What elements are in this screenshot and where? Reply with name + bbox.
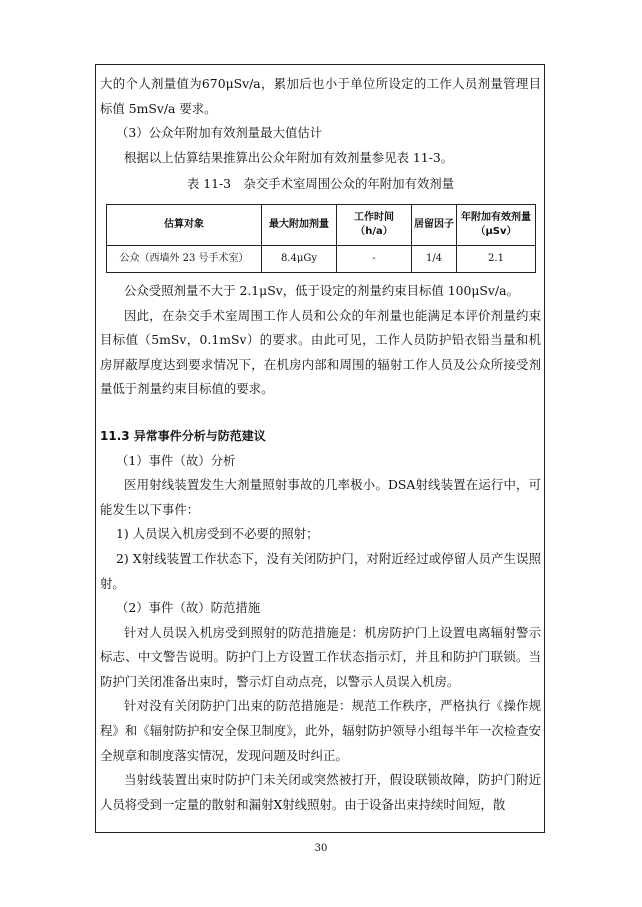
table-cell: 8.4μGy (262, 245, 337, 272)
paragraph: 当射线装置出束时防护门未关闭或突然被打开，假设联锁故障，防护门附近人员将受到一定量的散射和漏射X射线照射。由于设备出束持续时间短，散 (100, 772, 541, 812)
section-heading: 11.3 异常事件分析与防范建议 (100, 428, 266, 443)
paragraph: 医用射线装置发生大剂量照射事故的几率极小。DSA射线装置在运行中，可能发生以下事件： (100, 477, 541, 517)
paragraph: 公众受照剂量不大于 2.1μSv，低于设定的剂量约束目标值 100μSv/a。 (124, 282, 519, 298)
table-caption: 表 11-3 杂交手术室周围公众的年附加有效剂量 (186, 176, 455, 192)
table-cell: - (337, 245, 412, 272)
subheading-public-dose: （3）公众年附加有效剂量最大值估计 (116, 125, 323, 141)
paragraph: 因此，在杂交手术室周围工作人员和公众的年剂量也能满足本评价剂量约束目标值（5mSv，0.1mSv）的要求。由此可见，工作人员防护铅衣铅当量和机房屏蔽厚度达到要求情况下，在机房内部和周围的辐射工作人员及公众所接受剂量低于剂量约束目标值的要求。 (100, 307, 541, 397)
table-cell: 公众（西墙外 23 号手术室） (107, 245, 262, 272)
paragraph: 大的个人剂量值为670μSv/a，累加后也小于单位所设定的工作人员剂量管理目标值 5mSv/a 要求。 (100, 76, 541, 116)
paragraph: 针对人员误入机房受到照射的防范措施是：机房防护门上设置电离辐射警示标志、中文警告说明。防护门上方设置工作状态指示灯，并且和防护门联锁。当防护门关闭准备出束时，警示灯自动点亮，以警示人员误入机房。 (100, 624, 541, 689)
subheading-event-analysis: （1）事件（故）分析 (116, 452, 236, 468)
table-cell: 1/4 (412, 245, 457, 272)
table-header-cell: 年附加有效剂量（μSv） (457, 204, 536, 245)
list-item: 2) X射线装置工作状态下，没有关闭防护门，对附近经过或停留人员产生误照射。 (100, 550, 541, 591)
table-row (107, 245, 536, 272)
table-header-cell: 最大附加剂量 (262, 204, 337, 245)
page-number: 30 (314, 843, 328, 854)
dose-table (106, 204, 536, 273)
list-item: 1) 人员误入机房受到不必要的照射； (116, 526, 319, 542)
document-body (100, 72, 541, 817)
paragraph: 针对没有关闭防护门出束的防范措施是：规范工作秩序，严格执行《操作规程》和《辐射防护和安全保卫制度》，此外，辐射防护领导小组每半年一次检查安全规章和制度落实情况，发现问题及时纠正。 (100, 698, 541, 763)
table-header-cell: 工作时间（h/a） (337, 204, 412, 245)
table-header-cell: 居留因子 (412, 204, 457, 245)
subheading-prevention: （2）事件（故）防范措施 (116, 600, 261, 616)
table-cell: 2.1 (457, 245, 536, 272)
paragraph: 根据以上估算结果推算出公众年附加有效剂量参见表 11-3。 (124, 149, 454, 165)
table-header-row (107, 204, 536, 245)
table-header-cell: 估算对象 (107, 204, 262, 245)
